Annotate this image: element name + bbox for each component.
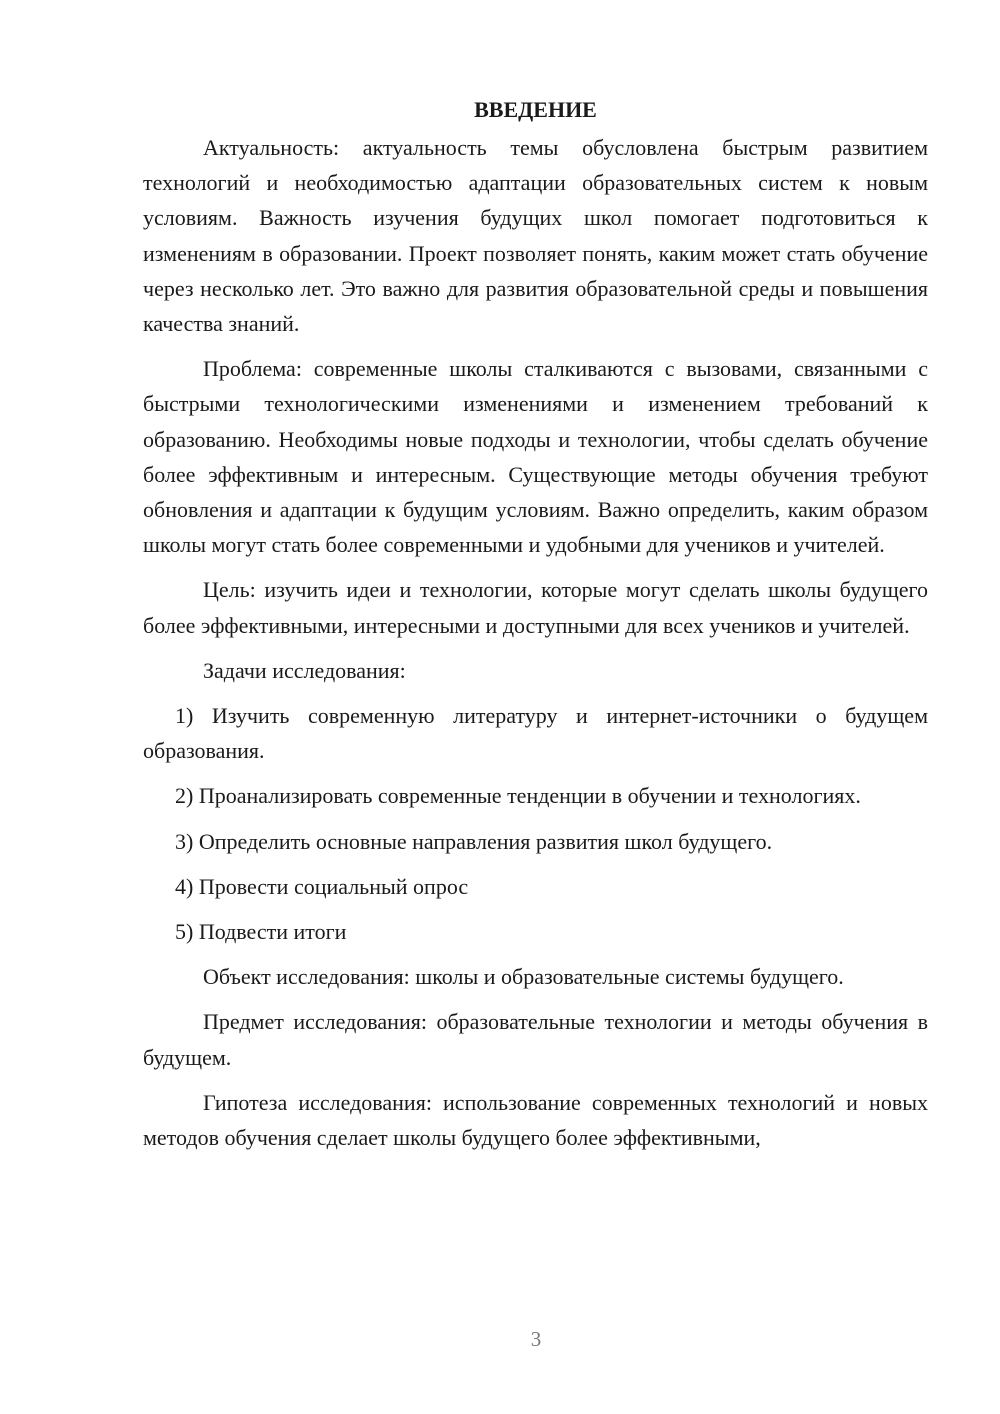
paragraph-tasks-heading: Задачи исследования: <box>203 657 406 683</box>
paragraph-goal: Цель: изучить идеи и технологии, которые могут сделать школы будущего более эффективными, интересными и доступными для всех учеников и учителей. <box>143 577 928 638</box>
task-item-3: 3) Определить основные направления развития школ будущего. <box>175 828 773 854</box>
paragraph-subject: Предмет исследования: образовательные технологии и методы обучения в будущем. <box>143 1009 928 1070</box>
task-item-4: 4) Провести социальный опрос <box>175 873 469 899</box>
paragraph-hypothesis: Гипотеза исследования: использование современных технологий и новых методов обучения сделает школы будущего более эффективными, <box>143 1089 928 1151</box>
paragraph-problem: Проблема: современные школы сталкиваются с вызовами, связанными с быстрыми технологическими изменениями и изменением требований к образованию. Необходимы новые подходы и технологии, чтобы сделать обучение более эффективным и интересным. Существующие методы обучения требуют обновления и адаптации к будущим условиям. Важно определить, каким образом школы могут стать более современными и удобными для учеников и учителей. <box>143 356 928 558</box>
section-title: ВВЕДЕНИЕ <box>474 97 597 122</box>
paragraph-relevance: Актуальность: актуальность темы обусловлена быстрым развитием технологий и необходимостью адаптации образовательных систем к новым условиям. Важность изучения будущих школ помогает подготовиться к изменениям в образовании. Проект позволяет понять, каким может стать обучение через несколько лет. Это важно для развития образовательной среды и повышения качества знаний. <box>143 135 928 337</box>
page-content <box>143 92 928 1165</box>
task-item-1: 1) Изучить современную литературу и интернет-источники о будущем образования. <box>143 703 928 764</box>
page-number: 3 <box>530 1327 542 1351</box>
task-item-2: 2) Проанализировать современные тенденции в обучении и технологиях. <box>175 783 861 809</box>
paragraph-object: Объект исследования: школы и образовательные системы будущего. <box>203 964 844 990</box>
task-item-5: 5) Подвести итоги <box>175 919 347 945</box>
